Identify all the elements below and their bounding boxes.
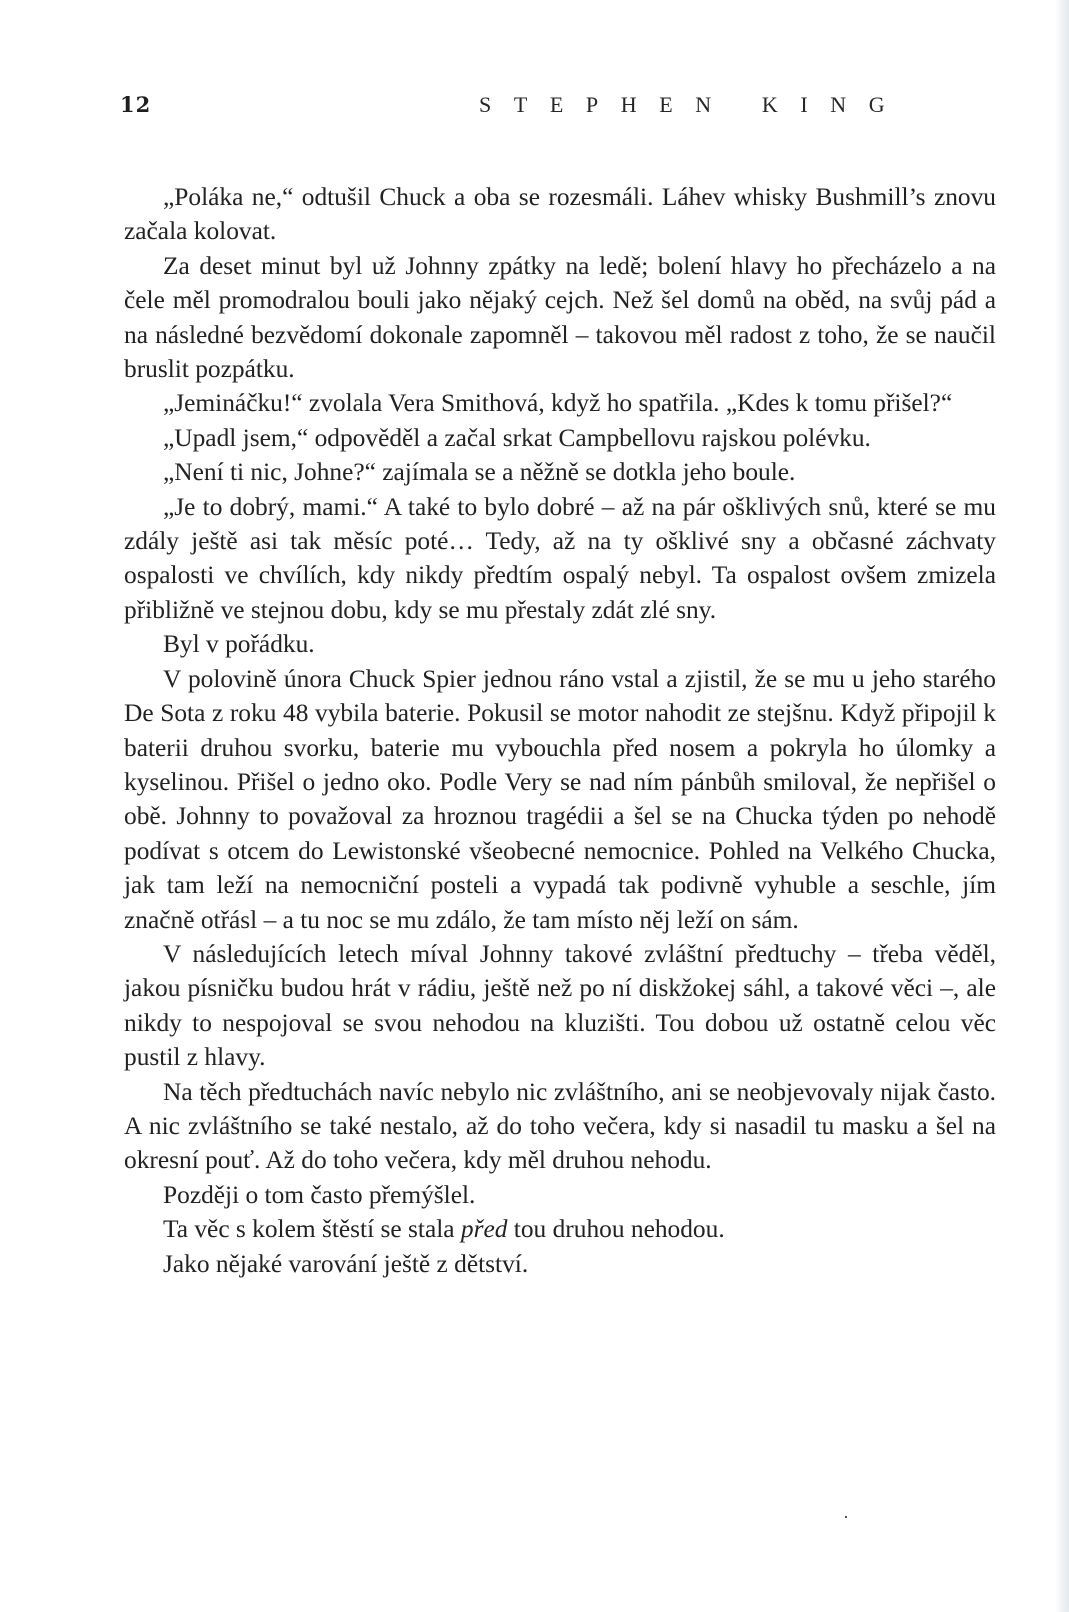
body-text xyxy=(124,180,996,1281)
paragraph: Na těch předtuchách navíc nebylo nic zvláštního, ani se neobjevovaly nijak často. A nic zvláštního se také nestalo, až do toho večera, kdy si nasadil tu masku a šel na okresní pouť. Až do toho večera, kdy měl druhou nehodu. xyxy=(124,1077,996,1175)
running-head xyxy=(120,88,1020,128)
text-run: tou druhou nehodou. xyxy=(507,1215,725,1244)
paragraph: Za deset minut byl už Johnny zpátky na ledě; bolení hlavy ho přecházelo a na čele měl promodralou bouli jako nějaký cejch. Než šel domů na oběd, na svůj pád a na následné bezvědomí dokonale zapomněl – takovou měl radost z toho, že se naučil bruslit pozpátku. xyxy=(124,251,996,384)
paragraph: „Poláka ne,“ odtušil Chuck a oba se rozesmáli. Láhev whisky Bushmill’s znovu začala kolovat. xyxy=(124,183,996,246)
scan-speck xyxy=(845,1516,847,1518)
paragraph: „Jemináčku!“ zvolala Vera Smithová, když ho spatřila. „Kdes k tomu přišel?“ xyxy=(163,389,953,418)
paragraph: V následujících letech míval Johnny takové zvláštní předtuchy – třeba věděl, jakou písničku budou hrát v rádiu, ještě než po ní diskžokej sáhl, a takové věci –, ale nikdy to nespojoval se svou nehodou na kluzišti. Tou dobou už ostatně celou věc pustil z hlavy. xyxy=(124,939,996,1072)
paragraph: Byl v pořádku. xyxy=(163,630,315,659)
paragraph: „Není ti nic, Johne?“ zajímala se a něžně se dotkla jeho boule. xyxy=(163,458,796,487)
emphasized-word: před xyxy=(460,1215,508,1244)
paragraph: Jako nějaké varování ještě z dětství. xyxy=(163,1249,529,1278)
paragraph: Později o tom často přemýšlel. xyxy=(163,1180,476,1209)
page-number: 12 xyxy=(120,92,152,117)
text-run: Ta věc s kolem štěstí se stala xyxy=(163,1215,461,1244)
running-title: STEPHEN KING xyxy=(479,92,908,117)
paragraph: „Upadl jsem,“ odpověděl a začal srkat Campbellovu rajskou polévku. xyxy=(163,423,871,452)
paragraph-with-emphasis xyxy=(124,1212,996,1246)
paragraph: V polovině února Chuck Spier jednou ráno vstal a zjistil, že se mu u jeho starého De Sota z roku 48 vybila baterie. Pokusil se motor nahodit ze stejšnu. Když připojil k baterii druhou svorku, baterie mu vybouchla před nosem a pokryla ho úlomky a kyselinou. Přišel o jedno oko. Podle Very se nad ním pánbůh smiloval, že nepřišel o obě. Johnny to považoval za hroznou tragédii a šel se na Chucka týden po nehodě podívat s otcem do Lewistonské všeobecné nemocnice. Pohled na Velkého Chucka, jak tam leží na nemocniční posteli a vypadá tak podivně vyhuble a seschle, jím značně otřásl – a tu noc se mu zdálo, že tam místo něj leží on sám. xyxy=(124,664,996,934)
page-binding-edge xyxy=(1055,0,1069,1612)
paragraph: „Je to dobrý, mami.“ A také to bylo dobré – až na pár ošklivých snů, které se mu zdály ještě asi tak měsíc poté… Tedy, až na ty ošklivé sny a občasné záchvaty ospalosti ve chvílích, kdy nikdy předtím ospalý nebyl. Ta ospalost ovšem zmizela přibližně ve stejnou dobu, kdy se mu přestaly zdát zlé sny. xyxy=(124,492,996,624)
